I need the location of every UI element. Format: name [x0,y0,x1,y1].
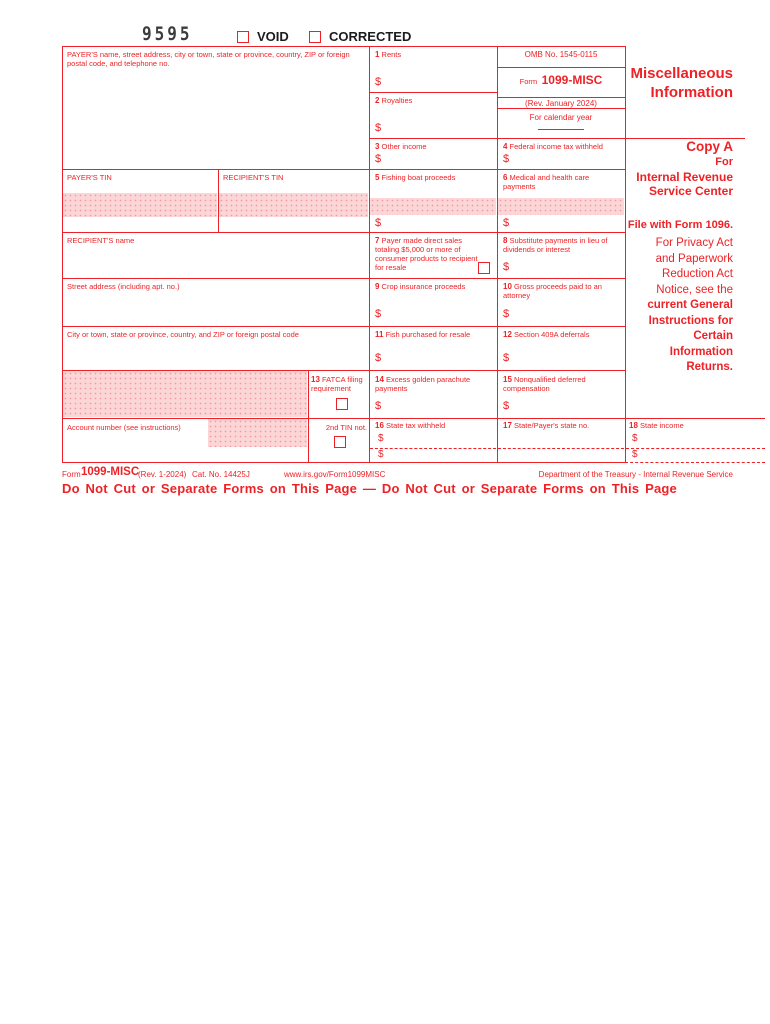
account-number-entry-area[interactable] [208,419,307,447]
payer-info-label: PAYER'S name, street address, city or town, state or province, country, ZIP or foreign postal code, and telephone no. [67,50,350,68]
privacy-line: Notice, see the [656,283,733,296]
box12-dollar-sign[interactable]: $ [503,352,510,364]
box12-label: Section 409A deferrals [514,330,590,339]
box3-number: 3 [375,142,380,151]
box8-label: Substitute payments in lieu of dividends or interest [503,236,608,254]
box7-label: Payer made direct sales totaling $5,000 or more of consumer products to recipient for resale [375,236,478,272]
box9-label: Crop insurance proceeds [381,282,466,291]
box15-number: 15 [503,375,512,384]
corrected-label: CORRECTED [329,29,412,44]
v-divider [369,46,370,462]
box10-number: 10 [503,282,512,291]
h-divider [62,462,625,463]
void-checkbox[interactable] [237,31,249,43]
h-divider [625,462,765,463]
box15-dollar-sign[interactable]: $ [503,400,510,412]
box8-number: 8 [503,236,508,245]
box10-label: Gross proceeds paid to an attorney [503,282,602,300]
copy-a-for: For [715,156,733,168]
box18-dollar-sign-2[interactable]: $ [632,449,638,460]
payer-tin-entry-area[interactable] [63,193,217,217]
box2-number: 2 [375,96,380,105]
footer-form-number: 1099-MISC [81,466,140,478]
state-box-dashed-line [370,448,496,449]
box18-dollar-sign-1[interactable]: $ [632,433,638,444]
box9-number: 9 [375,282,380,291]
form-title-line1: Miscellaneous [630,65,733,82]
second-tin-label: 2nd TIN not. [325,423,367,432]
box14-number: 14 [375,375,384,384]
box13-number: 13 [311,375,320,384]
irs-line2: Service Center [648,184,733,198]
footer-url[interactable]: www.irs.gov/Form1099MISC [284,470,386,479]
box14-label: Excess golden parachute payments [375,375,471,393]
recipient-tin-label: RECIPIENT'S TIN [223,173,284,182]
v-divider [497,46,498,462]
h-divider [62,46,625,47]
box17-number: 17 [503,421,512,430]
box5-entry-area[interactable] [370,198,496,215]
form-number: 1099-MISC [541,73,603,87]
box4-dollar-sign[interactable]: $ [503,153,510,165]
fatca-checkbox[interactable] [336,398,348,410]
box8-dollar-sign[interactable]: $ [503,261,510,273]
privacy-line-bold: Returns. [686,361,733,373]
second-tin-checkbox[interactable] [334,436,346,448]
v-divider [308,370,309,462]
box11-label: Fish purchased for resale [385,330,471,339]
calendar-year-label: For calendar year [529,113,593,122]
box16-label: State tax withheld [386,421,446,430]
box1-label: Rents [381,50,402,59]
void-label: VOID [257,29,289,44]
do-not-cut-notice: Do Not Cut or Separate Forms on This Page — Do Not Cut or Separate Forms on This Page [62,481,677,496]
box18-number: 18 [629,421,638,430]
box11-number: 11 [375,330,384,339]
box4-number: 4 [503,142,508,151]
state-box-dashed-line [498,448,624,449]
privacy-line-bold: Instructions for [648,314,733,327]
box11-dollar-sign[interactable]: $ [375,352,382,364]
h-divider [62,232,625,233]
privacy-line-bold: Certain [693,330,733,342]
box9-dollar-sign[interactable]: $ [375,308,382,320]
box16-number: 16 [375,421,384,430]
privacy-line: Reduction Act [662,268,733,280]
box16-dollar-sign-2[interactable]: $ [378,449,384,460]
state-box-dashed-line [626,448,765,449]
recipient-tin-entry-area[interactable] [219,193,368,217]
box5-dollar-sign[interactable]: $ [375,217,382,229]
privacy-line-bold: current General [647,299,733,311]
box5-label: Fishing boat proceeds [381,173,456,182]
corrected-checkbox[interactable] [309,31,321,43]
box12-number: 12 [503,330,512,339]
box17-label: State/Payer's state no. [514,421,590,430]
direct-sales-checkbox[interactable] [478,262,490,274]
box10-dollar-sign[interactable]: $ [503,308,510,320]
irs-line1: Internal Revenue [636,170,733,184]
footer-cat-number: Cat. No. 14425J [192,470,250,479]
account-number-label: Account number (see instructions) [67,423,181,432]
print-control-number: 9595 [142,22,193,45]
file-with-1096: File with Form 1096. [627,219,733,231]
shaded-block-area [63,371,307,417]
footer-revision: (Rev. 1-2024) [138,470,187,479]
box3-dollar-sign[interactable]: $ [375,153,382,165]
box18-label: State income [640,421,684,430]
box16-dollar-sign-1[interactable]: $ [378,433,384,444]
revision-label: (Rev. January 2024) [525,99,597,108]
payer-tin-label: PAYER'S TIN [67,173,112,182]
form-title-line2: Information [650,84,733,101]
box1-dollar-sign[interactable]: $ [375,76,382,88]
street-address-label: Street address (including apt. no.) [67,282,180,291]
box14-dollar-sign[interactable]: $ [375,400,382,412]
box6-entry-area[interactable] [498,198,624,215]
form-word: Form [519,77,538,86]
privacy-line: and Paperwork [655,252,733,265]
footer-department: Department of the Treasury - Internal Revenue Service [538,470,733,479]
privacy-line: For Privacy Act [655,237,733,249]
recipient-name-label: RECIPIENT'S name [67,236,135,245]
calendar-year-entry-line[interactable] [538,129,584,130]
omb-number: OMB No. 1545-0115 [524,50,598,59]
box5-number: 5 [375,173,380,182]
box2-dollar-sign[interactable]: $ [375,122,382,134]
box15-label: Nonqualified deferred compensation [503,375,586,393]
copy-a-label: Copy A [686,139,733,154]
box1-number: 1 [375,50,380,59]
box6-label: Medical and health care payments [503,173,590,191]
box4-label: Federal income tax withheld [509,142,603,151]
footer-form-word: Form [62,470,81,479]
h-divider [369,92,497,93]
box7-number: 7 [375,236,380,245]
privacy-line-bold: Information [669,345,733,358]
h-divider [62,418,765,419]
h-divider [497,108,625,109]
box13-label: FATCA filing requirement [311,375,363,393]
city-label: City or town, state or province, country, and ZIP or foreign postal code [67,330,299,339]
box3-label: Other income [381,142,427,151]
box2-label: Royalties [381,96,413,105]
box6-dollar-sign[interactable]: $ [503,217,510,229]
box6-number: 6 [503,173,508,182]
